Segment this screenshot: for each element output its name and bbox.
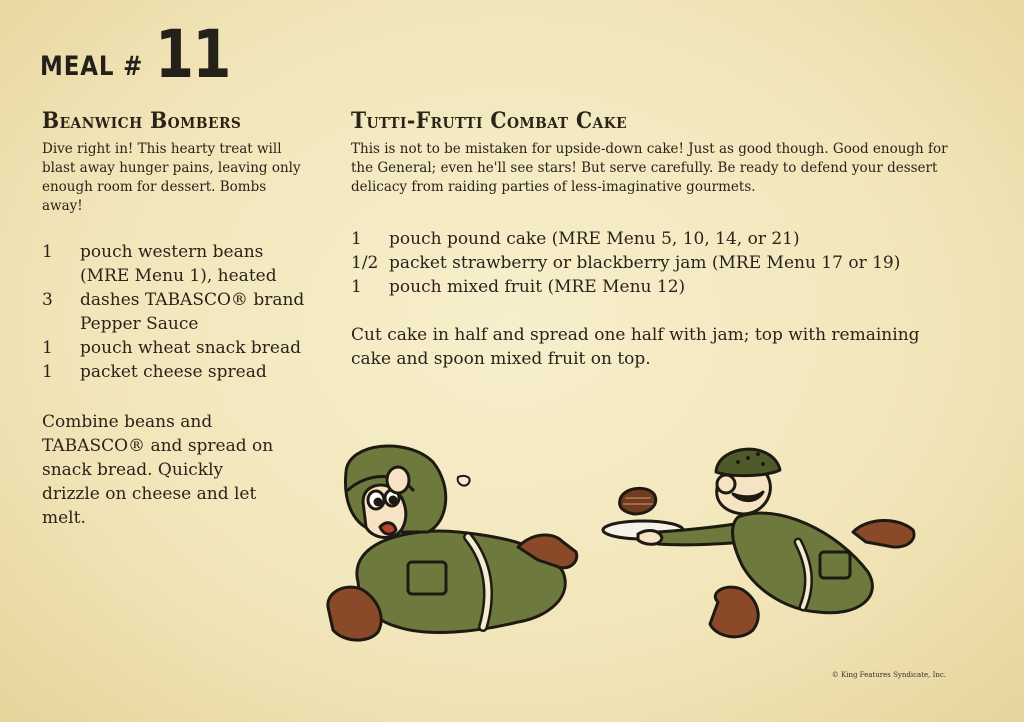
- ingredient-item: [42, 288, 317, 336]
- ingredient-item: [351, 227, 951, 251]
- ingredient-text: packet cheese spread: [80, 362, 267, 382]
- recipe-title: Tutti-Frutti Combat Cake: [351, 108, 628, 134]
- ingredient-qty: 1: [351, 277, 362, 297]
- ingredient-qty: 1: [42, 338, 53, 358]
- copyright-notice: © King Features Syndicate, Inc.: [831, 671, 946, 679]
- ingredient-text: pouch wheat snack bread: [80, 338, 301, 358]
- ingredient-qty: 1: [42, 362, 53, 382]
- ingredient-text: pouch western beans (MRE Menu 1), heated: [80, 242, 277, 286]
- recipe-intro: Dive right in! This hearty treat will blast away hunger pains, leaving only enough room for dessert. Bombs away!: [42, 141, 301, 214]
- soldier-serving-cake-illustration: [598, 432, 938, 662]
- recipe-instructions: Combine beans and TABASCO® and spread on snack bread. Quickly drizzle on cheese and let melt.: [42, 412, 274, 528]
- ingredient-list: [42, 240, 317, 384]
- recipe-tutti-frutti-combat-cake: [351, 108, 951, 371]
- ingredient-qty: 1: [42, 242, 53, 262]
- ingredient-qty: 1: [351, 229, 362, 249]
- ingredient-item: [351, 251, 951, 275]
- ingredient-text: pouch pound cake (MRE Menu 5, 10, 14, or 21): [389, 229, 800, 249]
- ingredient-text: dashes TABASCO® brand Pepper Sauce: [80, 290, 305, 334]
- ingredient-text: packet strawberry or blackberry jam (MRE Menu 17 or 19): [389, 253, 901, 273]
- recipe-beanwich-bombers: [42, 108, 317, 530]
- meal-heading: [40, 16, 243, 93]
- meal-number: 11: [155, 16, 231, 93]
- ingredient-item: [42, 336, 317, 360]
- recipe-intro: This is not to be mistaken for upside-down cake! Just as good though. Good enough for the General; even he'll see stars! But serve carefully. Be ready to defend your dessert delicacy from raiding parties of less-imaginative gourmets.: [351, 141, 948, 195]
- recipe-instructions: Cut cake in half and spread one half with jam; top with remaining cake and spoon mixed fruit on top.: [351, 325, 920, 369]
- recipe-title: Beanwich Bombers: [42, 108, 242, 134]
- ingredient-text: pouch mixed fruit (MRE Menu 12): [389, 277, 686, 297]
- ingredient-qty: 3: [42, 290, 53, 310]
- crawling-soldier-illustration: [318, 432, 598, 672]
- ingredient-item: [42, 360, 317, 384]
- ingredient-item: [42, 240, 317, 288]
- ingredient-list: [351, 227, 951, 299]
- ingredient-item: [351, 275, 951, 299]
- ingredient-qty: 1/2: [351, 253, 379, 273]
- meal-label: MEAL #: [40, 51, 144, 82]
